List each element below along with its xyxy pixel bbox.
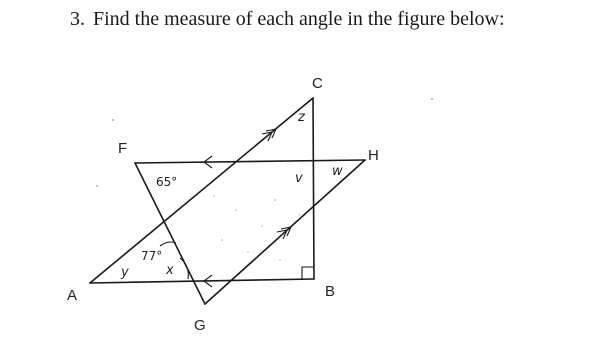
label-F: F: [118, 140, 128, 157]
question-number: 3.: [70, 8, 85, 30]
angle-label-77: 77°: [141, 249, 163, 263]
line-AC: [90, 98, 313, 283]
angle-var-x: x: [166, 263, 174, 278]
line-GH: [205, 160, 365, 304]
angle-var-z: z: [298, 110, 305, 125]
question-prompt: Find the measure of each angle in the figure below:: [93, 8, 505, 30]
line-CB: [313, 98, 314, 279]
line-FH: [135, 160, 365, 163]
angle-var-v: v: [295, 171, 303, 186]
angle-arc-77: [160, 242, 176, 246]
label-B: B: [325, 283, 336, 300]
angle-var-w: w: [332, 164, 343, 179]
angle-label-F: 65°: [156, 175, 178, 189]
right-angle-mark: [302, 267, 314, 279]
label-C: C: [312, 75, 323, 92]
label-A: A: [67, 287, 78, 304]
label-H: H: [368, 147, 379, 164]
angle-var-y: y: [121, 265, 129, 280]
label-G: G: [194, 317, 206, 334]
